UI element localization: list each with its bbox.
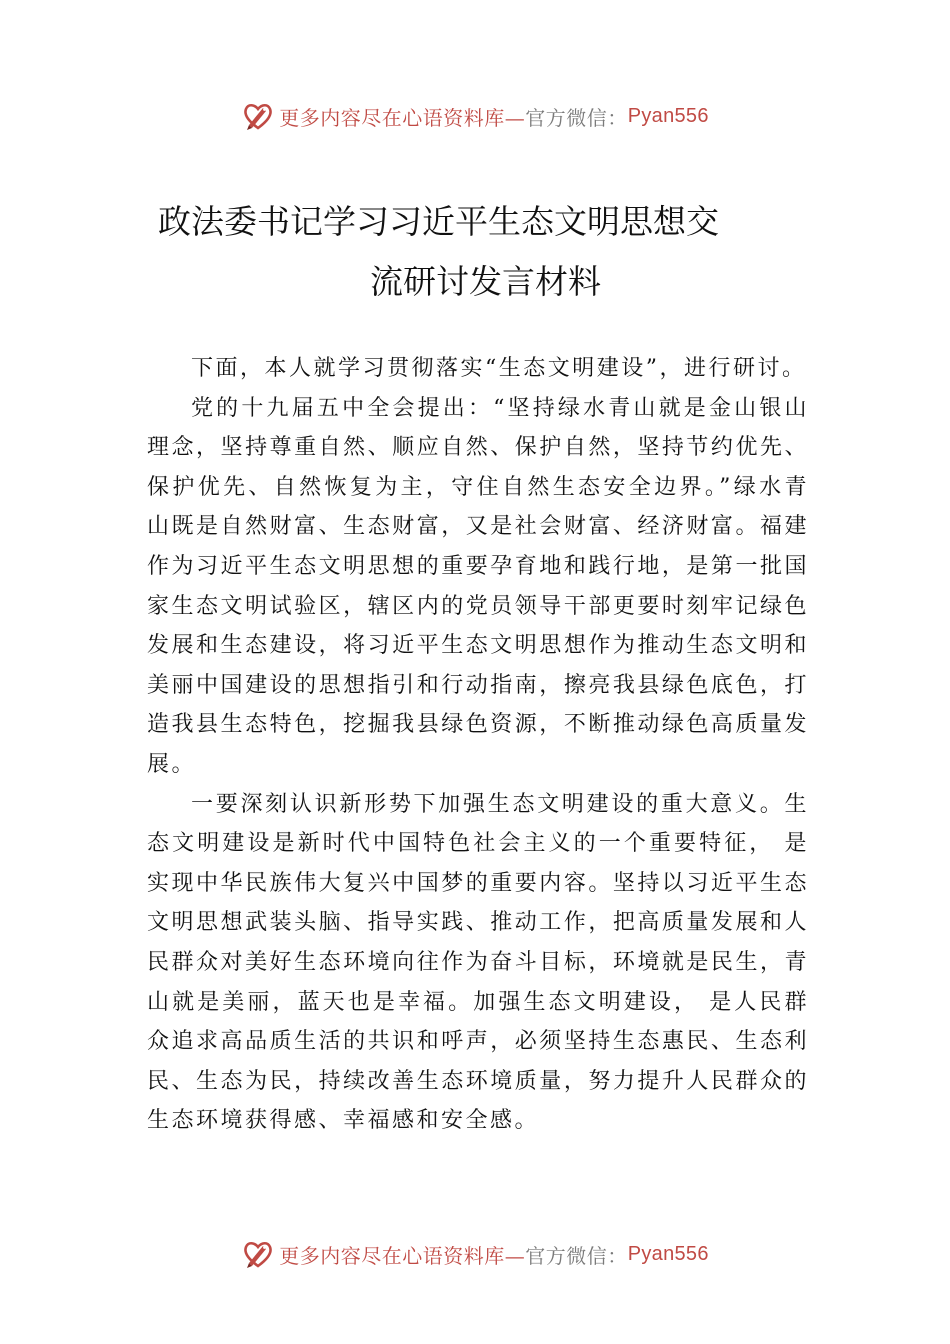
watermark-text: 更多内容尽在心语资料库— <box>279 1243 526 1268</box>
document-title <box>0 192 950 312</box>
watermark-wechat-id: Pyan556 <box>627 104 709 127</box>
paragraph-point-one: 一要深刻认识新形势下加强生态文明建设的重大意义。生态文明建设是新时代中国特色社会主义的一个重要特征， 是实现中华民族伟大复兴中国梦的重要内容。坚持以习近平生态文明思想武装头脑、指导实践、推动工作，把高质量发展和人民群众对美好生态环境向往作为奋斗目标，环境就是民生，青山就是美丽，蓝天也是幸福。加强生态文明建设， 是人民群众追求高品质生活的共识和呼声，必须坚持生态惠民、生态利民、生态为民，持续改善生态环境质量，努力提升人民群众的生态环境获得感、幸福感和安全感。 <box>147 791 809 1134</box>
document-body <box>147 349 809 1141</box>
footer-watermark <box>0 1234 950 1274</box>
header-watermark <box>0 96 950 136</box>
pen-heart-logo-icon <box>241 99 275 133</box>
paragraph-plenum: 党的十九届五中全会提出：“坚持绿水青山就是金山银山理念，坚持尊重自然、顺应自然、保护自然，坚持节约优先、保护优先、自然恢复为主，守住自然生态安全边界。”绿水青山既是自然财富、生态财富，又是社会财富、经济财富。福建作为习近平生态文明思想的重要孕育地和践行地，是第一批国家生态文明试验区，辖区内的党员领导干部更要时刻牢记绿色发展和生态建设，将习近平生态文明思想作为推动生态文明和美丽中国建设的思想指引和行动指南，擦亮我县绿色底色，打造我县生态特色，挖掘我县绿色资源，不断推动绿色高质量发展。 <box>147 395 809 777</box>
watermark-contact-label: 官方微信： <box>525 1243 628 1268</box>
watermark-contact-label: 官方微信： <box>525 105 628 130</box>
watermark-wechat-id: Pyan556 <box>627 1242 709 1265</box>
watermark-text: 更多内容尽在心语资料库— <box>279 105 526 130</box>
pen-heart-logo-icon <box>241 1237 275 1271</box>
paragraph-intro: 下面，本人就学习贯彻落实“生态文明建设”，进行研讨。 <box>191 356 807 381</box>
title-line-1: 政法委书记学习习近平生态文明思想交 <box>158 202 719 241</box>
title-line-2: 流研讨发言材料 <box>370 262 601 301</box>
